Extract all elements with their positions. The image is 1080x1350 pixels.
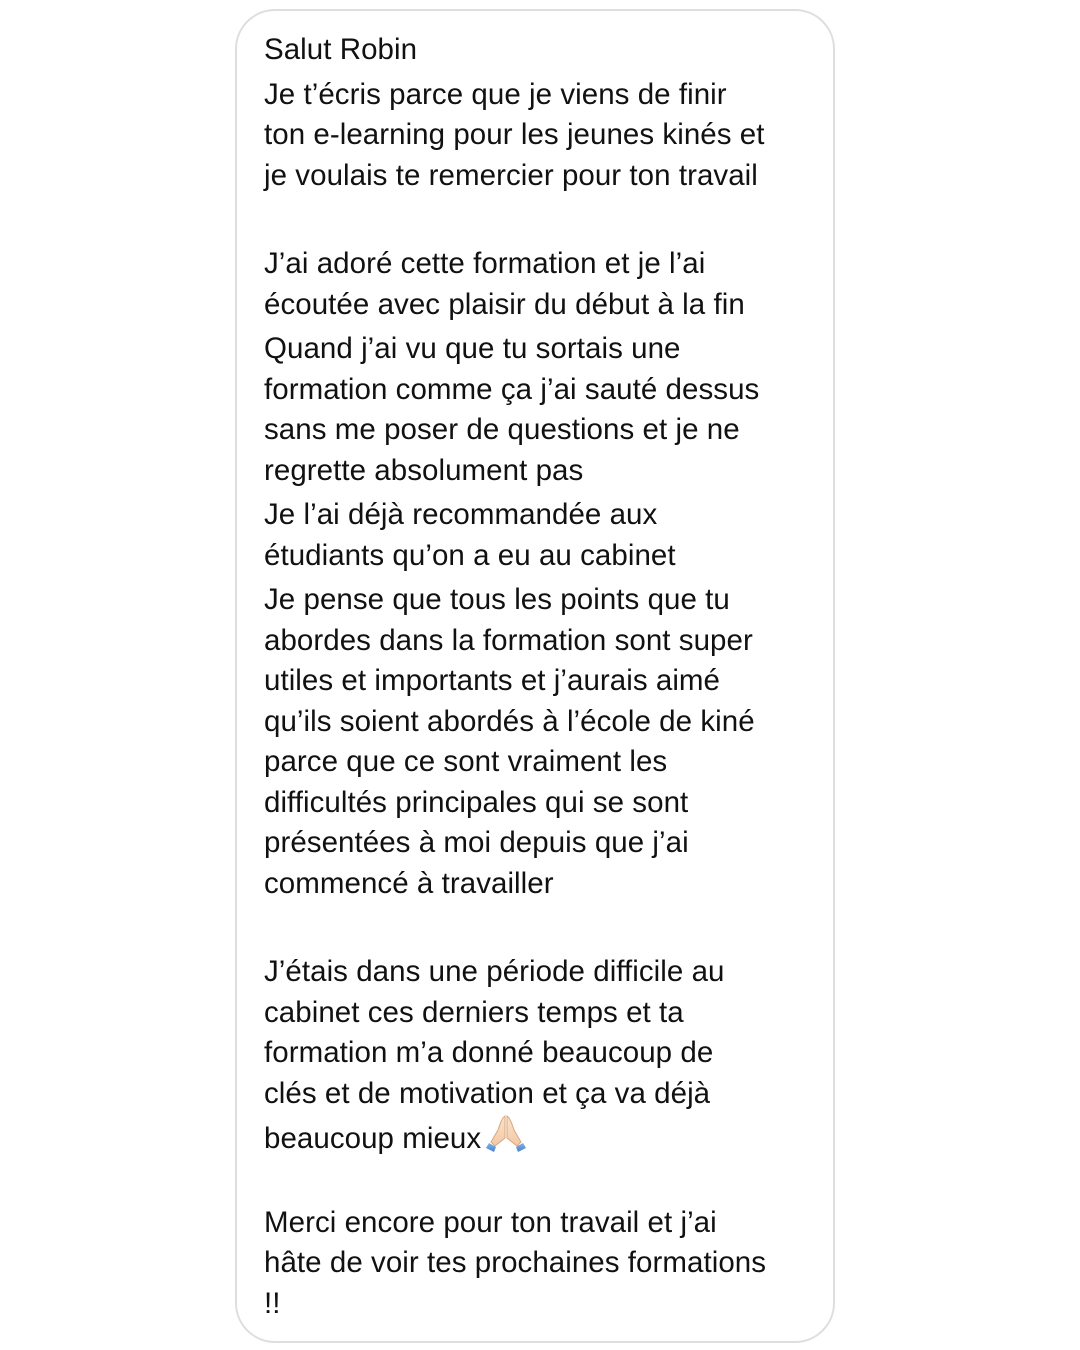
message-line: présentées à moi depuis que j’ai bbox=[264, 826, 689, 859]
message-line: cabinet ces derniers temps et ta bbox=[264, 995, 684, 1029]
message-line: qu’ils soient abordés à l’école de kiné bbox=[264, 704, 755, 738]
message-line: Salut Robin bbox=[264, 33, 418, 66]
message-line: formation m’a donné beaucoup de bbox=[264, 1036, 714, 1069]
message-line: sans me poser de questions et je ne bbox=[264, 413, 740, 446]
message-line: ton e-learning pour les jeunes kinés et bbox=[264, 118, 765, 151]
message-line: hâte de voir tes prochaines formations bbox=[264, 1246, 767, 1279]
message-line: beaucoup mieux bbox=[264, 1122, 482, 1155]
folded-hands-emoji-icon bbox=[485, 1114, 527, 1166]
message-text bbox=[264, 30, 824, 1324]
message-line: écoutée avec plaisir du début à la fin bbox=[264, 287, 745, 321]
message-line: !! bbox=[264, 1286, 281, 1320]
message-line: regrette absolument pas bbox=[264, 453, 584, 487]
message-line: parce que ce sont vraiment les bbox=[264, 745, 668, 778]
message-line-with-emoji bbox=[264, 1114, 824, 1155]
message-line: je voulais te remercier pour ton travail bbox=[264, 158, 758, 192]
message-line: J’étais dans une période difficile au bbox=[264, 955, 725, 988]
message-line: Je l’ai déjà recommandée aux bbox=[264, 498, 658, 531]
message-line: Quand j’ai vu que tu sortais une bbox=[264, 332, 681, 365]
message-line: étudiants qu’on a eu au cabinet bbox=[264, 538, 676, 572]
message-line: formation comme ça j’ai sauté dessus bbox=[264, 372, 760, 406]
message-line: Merci encore pour ton travail et j’ai bbox=[264, 1205, 717, 1239]
message-line: commencé à travailler bbox=[264, 866, 554, 900]
message-line: Je t’écris parce que je viens de finir bbox=[264, 77, 727, 111]
message-line: J’ai adoré cette formation et je l’ai bbox=[264, 247, 706, 280]
message-line: difficultés principales qui se sont bbox=[264, 785, 689, 819]
message-line: abordes dans la formation sont super bbox=[264, 623, 753, 657]
message-line: utiles et importants et j’aurais aimé bbox=[264, 664, 721, 697]
message-line: Je pense que tous les points que tu bbox=[264, 583, 730, 616]
message-line: clés et de motivation et ça va déjà bbox=[264, 1076, 711, 1110]
